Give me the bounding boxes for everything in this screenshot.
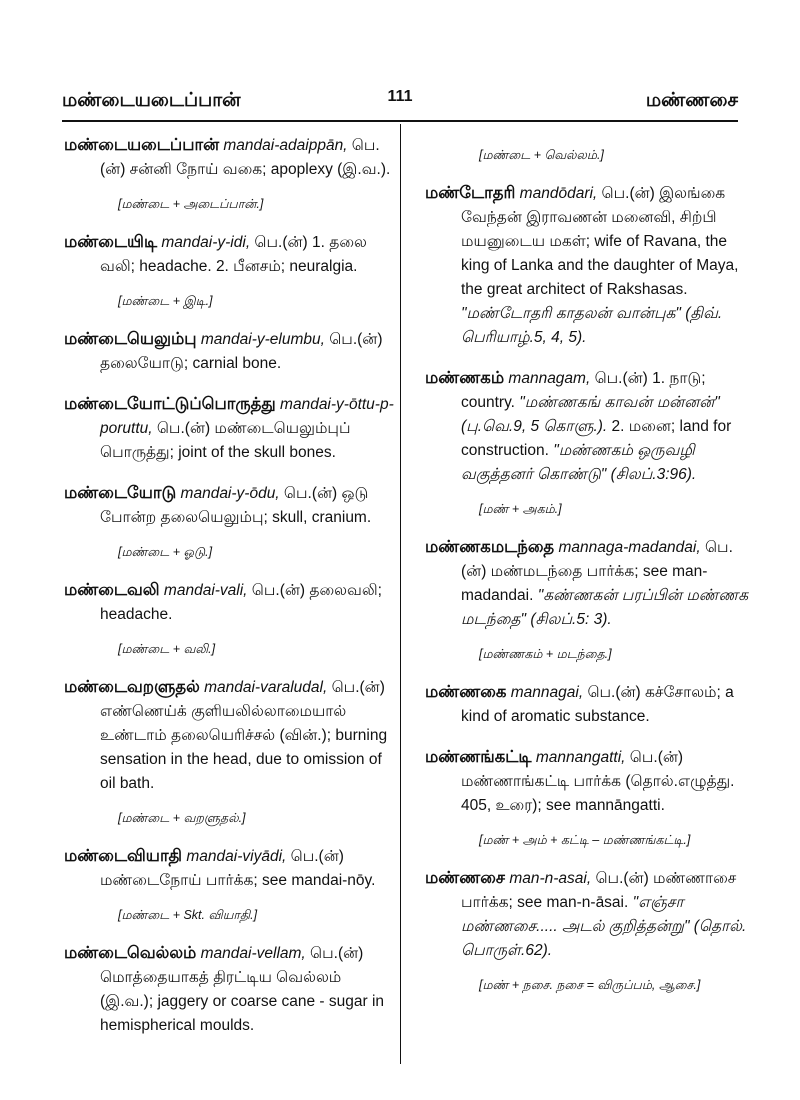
entry-definition [425, 866, 755, 963]
entry-definition [64, 230, 394, 279]
header-rule [62, 120, 738, 122]
entry-etymology: [மண்டை + வறளுதல்.] [118, 811, 246, 825]
entry-definition [425, 181, 755, 350]
entry-body: பெ.(ன்) மண்டையெலும்புப் பொருத்து; joint of the skull bones. [100, 420, 351, 461]
entry-body: பெ.(ன்) கச்சோலம்; a kind of aromatic substance. [461, 684, 734, 725]
page-header [62, 88, 738, 118]
entry-transliteration: man-n-asai, [505, 870, 592, 887]
entry-definition [64, 133, 394, 182]
entry-transliteration: mandōdari, [515, 185, 598, 202]
entry-transliteration: mannagai, [506, 684, 584, 701]
entry-definition [64, 327, 394, 376]
entry-body: பெ.(ன்) மண்ணாசை பார்க்க; see man-n-āsai. [461, 870, 737, 911]
entry-transliteration: mandai-y-ōttu-p-poruttu, [100, 396, 394, 437]
entry-etymology: [மண்டை + இடி.] [118, 294, 213, 308]
entry-headword: மண்ணகமடந்தை [425, 538, 555, 556]
entry-definition [64, 578, 394, 627]
right-column [425, 133, 755, 1011]
entry-body: பெ.(ன்) இலங்கை வேந்தன் இராவணன் மனைவி, சிற்பி மயனுடைய மகள்; wife of Ravana, the king of Lanka and the daughter of Maya, the great architect of Rakshasas. [461, 185, 739, 298]
entry-definition [425, 745, 755, 818]
entry-quotation: "மண்ணகம் ஒருவழி வகுத்தனர் கொண்டு" (சிலப்.3:96). [461, 442, 697, 483]
guide-word-left: மண்டையடைப்பான் [62, 90, 241, 111]
dictionary-entry [64, 941, 394, 1038]
entry-transliteration: mandai-viyādi, [182, 848, 287, 865]
column-divider [400, 124, 401, 1064]
entry-transliteration: mandai-vellam, [196, 945, 306, 962]
entry-transliteration: mannaga-madandai, [554, 539, 701, 556]
entry-body: பெ.(ன்) மண்ணாங்கட்டி பார்க்க (தொல்.எழுத்து. 405, உரை); see mannāngatti. [461, 749, 735, 814]
entry-definition [64, 481, 394, 530]
dictionary-entry [425, 866, 755, 963]
entry-body: பெ.(ன்) 1. தலை வலி; headache. 2. பீனசம்; neuralgia. [100, 234, 367, 275]
entry-transliteration: mannagam, [504, 370, 591, 387]
entry-transliteration: mannangatti, [531, 749, 626, 766]
entry-headword: மண்ணகை [425, 683, 507, 701]
entry-body: பெ.(ன்) மொத்தையாகத் திரட்டிய வெல்லம் (இ.வ.); jaggery or coarse cane - sugar in hemispherical moulds. [100, 945, 385, 1034]
entry-body: பெ.(ன்) எண்ணெய்க் குளியலில்லாமையால் உண்டாம் தலையெரிச்சல் (வின்.); burning sensation in the head, due to omission of oil bath. [100, 679, 388, 792]
entry-definition [64, 941, 394, 1038]
entry-etymology: [மண்டை + Skt. வியாதி.] [118, 908, 258, 922]
dictionary-entry [425, 680, 755, 729]
entry-transliteration: mandai-adaippān, [219, 137, 348, 154]
dictionary-entry [64, 481, 394, 530]
entry-headword: மண்டைவறளுதல் [64, 678, 200, 696]
entry-etymology: [மண்டை + வலி.] [118, 642, 216, 656]
entry-headword: மண்டோதரி [425, 184, 516, 202]
entry-etymology: [மண் + அகம்.] [479, 502, 562, 516]
dictionary-entry [64, 133, 394, 182]
dictionary-entry [64, 230, 394, 279]
entry-headword: மண்டைவெல்லம் [64, 944, 197, 962]
dictionary-entry [64, 327, 394, 376]
entry-headword: மண்ணசை [425, 869, 506, 887]
dictionary-entry [64, 392, 394, 465]
entry-headword: மண்டைவலி [64, 581, 160, 599]
entry-headword: மண்டையடைப்பான் [64, 136, 220, 154]
entry-definition [64, 675, 394, 796]
entry-etymology: [மண் + அம் + கட்டி – மண்ணங்கட்டி.] [479, 833, 691, 847]
entry-headword: மண்டைவியாதி [64, 847, 183, 865]
entry-quotation: "எஞ்சா மண்ணசை..... அடல் குறித்தன்று" (தொல். பொருள்.62). [461, 894, 747, 959]
entry-quotation: "கண்ணகன் பரப்பின் மண்ணக மடந்தை" (சிலப்.5: 3). [461, 587, 749, 628]
entry-body: 2. மனை; land for construction. [461, 418, 732, 459]
entry-definition [425, 366, 755, 487]
entry-transliteration: mandai-vali, [159, 582, 248, 599]
entry-etymology: [மண்ணகம் + மடந்தை.] [479, 647, 612, 661]
dictionary-entry [64, 578, 394, 627]
entry-body: பெ.(ன்) மண்மடந்தை பார்க்க; see man-madandai. [461, 539, 733, 604]
dictionary-entry [425, 366, 755, 487]
entry-transliteration: mandai-y-ōdu, [176, 485, 280, 502]
entry-transliteration: mandai-y-elumbu, [196, 331, 325, 348]
entry-body: பெ.(ன்) தலையோடு; carnial bone. [100, 331, 383, 372]
guide-word-right: மண்ணசை [645, 90, 738, 111]
entry-quotation: "மண்ணகங் காவன் மன்னன்" (பு.வெ.9, 5 கொளு.). [461, 394, 720, 435]
entry-etymology: [மண்டை + ஓடு.] [118, 545, 213, 559]
entry-body: பெ.(ன்) சன்னி நோய் வகை; apoplexy (இ.வ.). [100, 137, 391, 178]
entry-headword: மண்டையோட்டுப்பொருத்து [64, 395, 276, 413]
entry-body: பெ.(ன்) 1. நாடு; country. [461, 370, 706, 411]
entry-etymology: [மண்டை + அடைப்பான்.] [118, 197, 264, 211]
dictionary-entry [425, 745, 755, 818]
entry-definition [425, 535, 755, 632]
entry-definition [64, 392, 394, 465]
entry-body: பெ.(ன்) மண்டைநோய் பார்க்க; see mandai-nōy. [100, 848, 376, 889]
entry-transliteration: mandai-y-idi, [157, 234, 251, 251]
entry-headword: மண்டையிடி [64, 233, 158, 251]
dictionary-entry [425, 535, 755, 632]
dictionary-entry [64, 844, 394, 893]
entry-headword: மண்டையெலும்பு [64, 330, 197, 348]
dictionary-entry [425, 181, 755, 350]
entry-definition [425, 680, 755, 729]
entry-headword: மண்ணங்கட்டி [425, 748, 532, 766]
entry-body: பெ.(ன்) ஒடு போன்ற தலையெலும்பு; skull, cranium. [100, 485, 372, 526]
entry-body: பெ.(ன்) தலைவலி; headache. [100, 582, 382, 623]
entry-definition [64, 844, 394, 893]
entry-etymology: [மண்டை + வெல்லம்.] [479, 148, 604, 162]
entry-headword: மண்ணகம் [425, 369, 505, 387]
entry-headword: மண்டையோடு [64, 484, 177, 502]
entry-quotation: "மண்டோதரி காதலன் வான்புக" (திவ். பெரியாழ்.5, 4, 5). [461, 305, 723, 346]
dictionary-entry [64, 675, 394, 796]
left-column [64, 133, 394, 1054]
entry-etymology: [மண் + நசை. நசை = விருப்பம், ஆசை.] [479, 978, 701, 992]
entry-transliteration: mandai-varaludal, [199, 679, 328, 696]
page-number: 111 [387, 88, 413, 105]
